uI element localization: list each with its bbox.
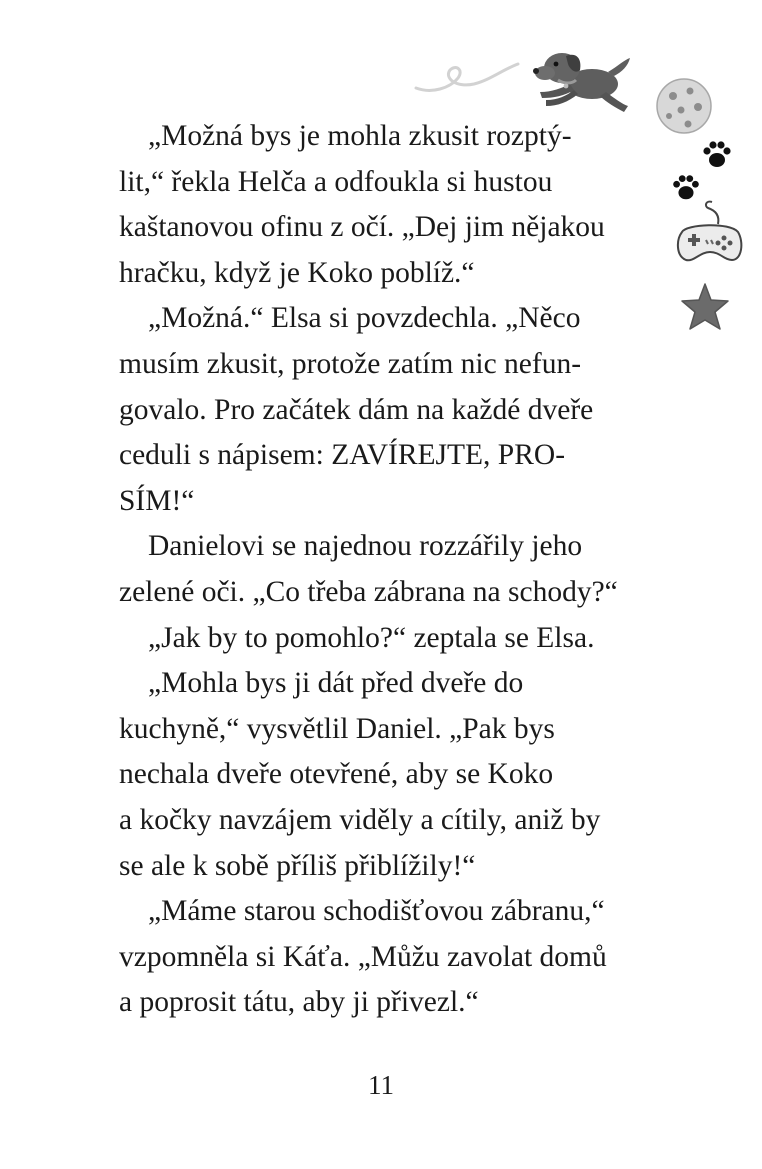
- page-body-text: [119, 114, 659, 1026]
- text-line: nechala dveře otevřené, aby se Koko: [119, 758, 554, 791]
- text-line: a kočky navzájem viděly a cítily, aniž by: [119, 803, 601, 836]
- text-line: se ale k sobě příliš přiblížily!“: [119, 849, 476, 882]
- text-line: „Jak by to pomohlo?“ zeptala se Elsa.: [148, 621, 595, 654]
- text-line: kaštanovou ofinu z očí. „Dej jim nějakou: [119, 211, 605, 244]
- text-line: hračku, když je Koko poblíž.“: [119, 256, 475, 289]
- star-icon: [678, 280, 732, 334]
- game-controller-icon: [674, 198, 746, 274]
- text-line: musím zkusit, protože zatím nic nefun-: [119, 347, 582, 380]
- text-line: „Možná bys je mohla zkusit rozptý-: [148, 120, 572, 152]
- text-line: „Možná.“ Elsa si povzdechla. „Něco: [148, 302, 581, 335]
- ball-icon: [654, 76, 714, 136]
- page-number: 11: [368, 1070, 394, 1100]
- dog-icon: [518, 40, 634, 120]
- text-line: Danielovi se najednou rozzářily jeho: [148, 530, 583, 563]
- text-line: kuchyně,“ vysvětlil Daniel. „Pak bys: [119, 712, 555, 745]
- paw-print-icon: [700, 138, 734, 172]
- text-line: „Mohla bys ji dát před dveře do: [148, 667, 524, 700]
- text-line: lit,“ řekla Helča a odfoukla si hustou: [119, 165, 553, 198]
- text-line: zelené oči. „Co třeba zábrana na schody?“: [119, 575, 618, 608]
- text-line: a poprosit tátu, aby ji přivezl.“: [119, 986, 479, 1019]
- text-line: ceduli s nápisem: ZAVÍREJTE, PRO-: [119, 439, 566, 472]
- text-line: vzpomněla si Káťa. „Můžu zavolat domů: [119, 940, 607, 973]
- swirl-icon: [412, 58, 524, 98]
- text-line: SÍM!“: [119, 484, 195, 517]
- text-line: govalo. Pro začátek dám na každé dveře: [119, 393, 594, 426]
- text-line: „Máme starou schodišťovou zábranu,“: [148, 895, 605, 928]
